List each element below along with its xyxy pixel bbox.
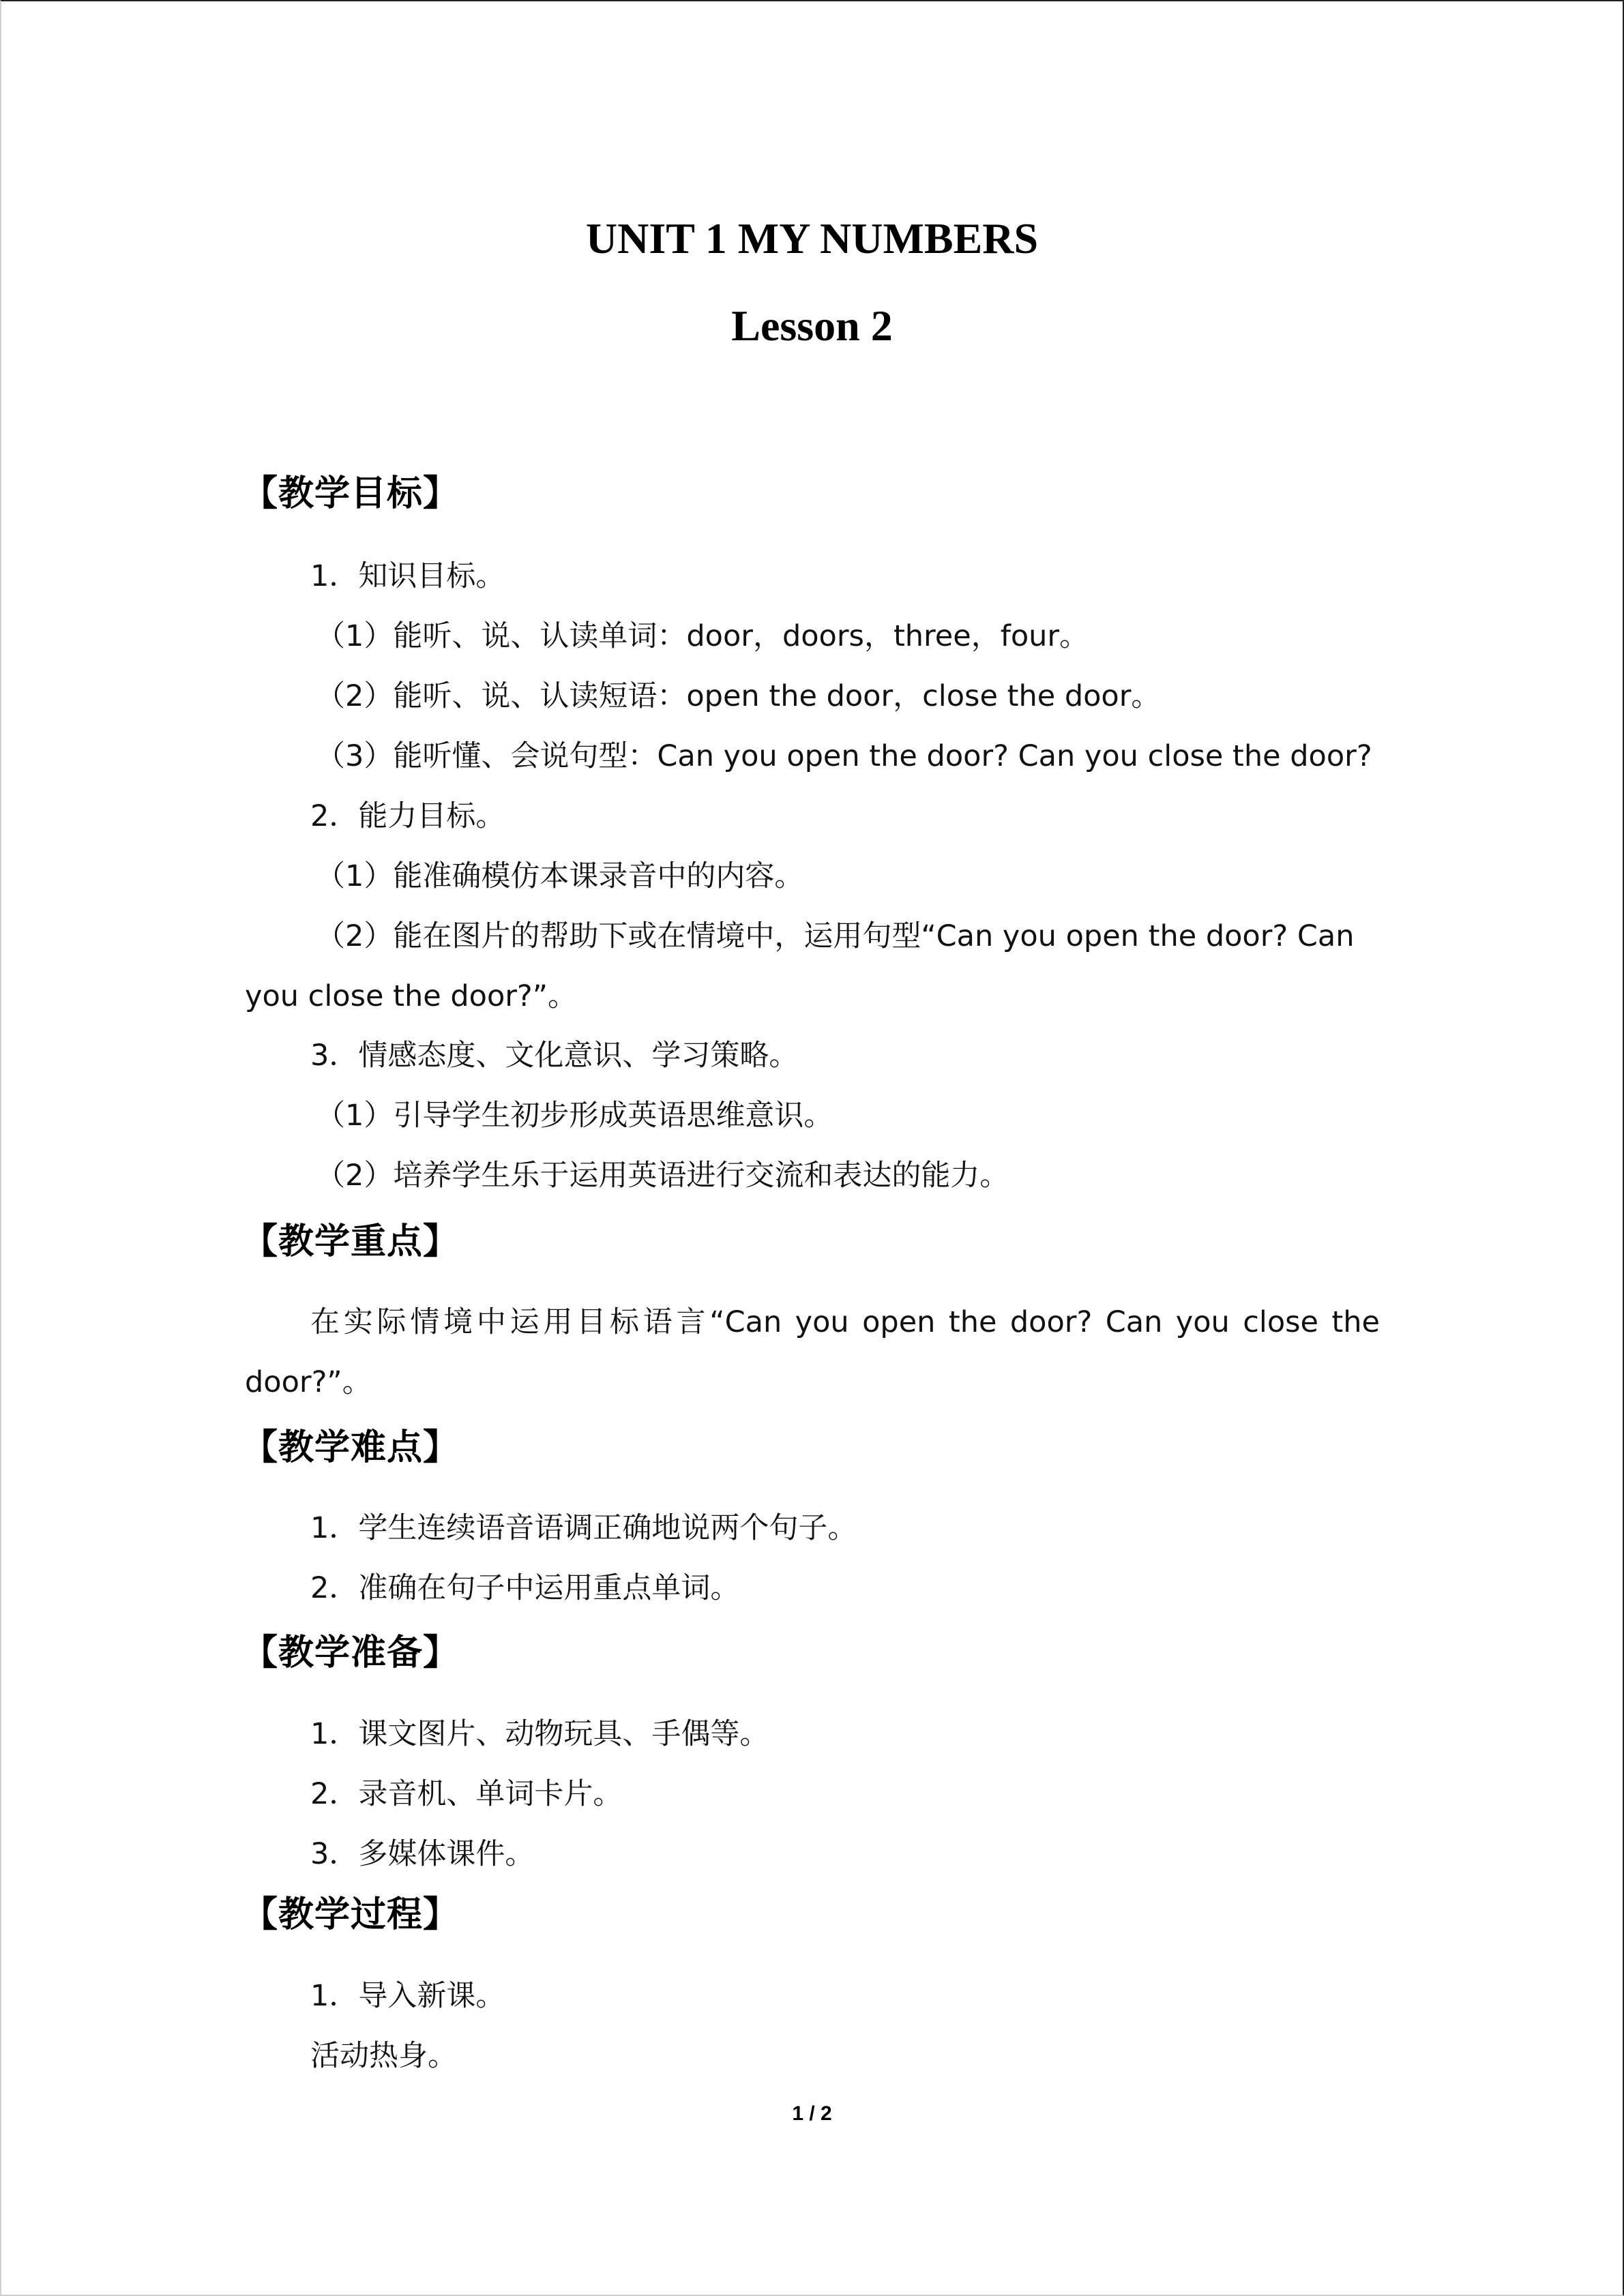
objective-line: （1）能准确模仿本课录音中的内容。 (316, 859, 804, 893)
key-point-line: 在实际情境中运用目标语言“Can you open the door? Can you close the (310, 1305, 1380, 1339)
difficulty-line: 1．学生连续语音语调正确地说两个句子。 (310, 1511, 857, 1545)
objective-line: 3．情感态度、文化意识、学习策略。 (310, 1039, 799, 1073)
key-point-line: door?”。 (245, 1365, 372, 1399)
objective-line: （1）能听、说、认读单词：door，doors，three，four。 (316, 619, 1089, 653)
document-subtitle: Lesson 2 (731, 301, 893, 350)
objective-line: （1）引导学生初步形成英语思维意识。 (316, 1099, 833, 1133)
heading-preparation: 【教学准备】 (242, 1632, 460, 1673)
page-number: 1 / 2 (792, 2102, 832, 2125)
preparation-line: 2．录音机、单词卡片。 (310, 1777, 623, 1811)
process-line: 活动热身。 (310, 2039, 457, 2073)
objective-line: you close the door?”。 (245, 979, 578, 1013)
objective-line: （2）能在图片的帮助下或在情境中，运用句型“Can you open the door? Can (316, 919, 1355, 953)
document-title: UNIT 1 MY NUMBERS (585, 214, 1039, 263)
objective-line: 1．知识目标。 (310, 559, 505, 593)
objective-line: （2）能听、说、认读短语：open the door，close the door。 (316, 679, 1161, 713)
heading-difficulties: 【教学难点】 (242, 1427, 460, 1468)
objective-line: （3）能听懂、会说句型：Can you open the door? Can you close the door? (316, 739, 1372, 773)
heading-key-points: 【教学重点】 (242, 1221, 460, 1262)
heading-process: 【教学过程】 (242, 1894, 460, 1935)
process-line: 1．导入新课。 (310, 1979, 505, 2013)
objective-line: 2．能力目标。 (310, 799, 505, 833)
objective-line: （2）培养学生乐于运用英语进行交流和表达的能力。 (316, 1159, 1009, 1193)
preparation-line: 1．课文图片、动物玩具、手偶等。 (310, 1717, 769, 1751)
preparation-line: 3．多媒体课件。 (310, 1837, 535, 1871)
heading-objectives: 【教学目标】 (242, 473, 460, 514)
difficulty-line: 2．准确在句子中运用重点单词。 (310, 1571, 740, 1605)
